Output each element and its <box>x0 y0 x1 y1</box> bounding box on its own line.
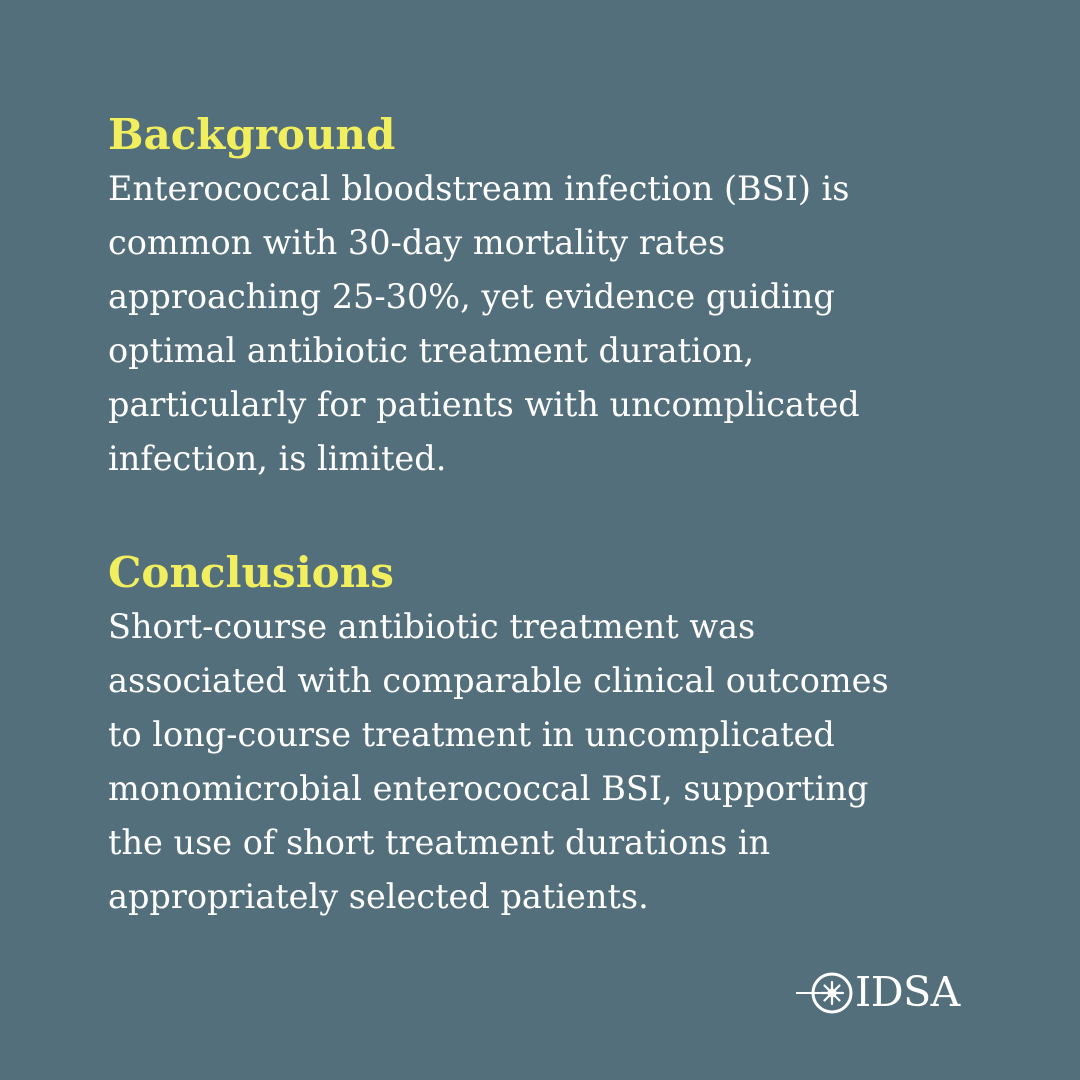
background-text-line: Enterococcal bloodstream infection (BSI) is <box>108 169 850 208</box>
conclusions-text-line: Short-course antibiotic treatment was <box>108 607 756 646</box>
background-section <box>108 108 1008 486</box>
background-text-line: optimal antibiotic treatment duration, <box>108 331 755 370</box>
background-text-line: particularly for patients with uncomplicated <box>108 385 860 424</box>
background-text-line: infection, is limited. <box>108 439 447 478</box>
conclusions-text-line: the use of short treatment durations in <box>108 823 771 862</box>
conclusions-section <box>108 546 1008 924</box>
background-text-line: common with 30-day mortality rates <box>108 223 726 262</box>
background-heading: Background <box>108 110 396 159</box>
starburst-emblem-icon <box>796 968 860 1018</box>
conclusions-text-line: to long-course treatment in uncomplicated <box>108 715 835 754</box>
background-text-line: approaching 25-30%, yet evidence guiding <box>108 277 835 316</box>
logo-text: IDSA <box>855 968 960 1016</box>
conclusions-text-line: monomicrobial enterococcal BSI, supporting <box>108 769 869 808</box>
conclusions-text-line: associated with comparable clinical outcomes <box>108 661 889 700</box>
conclusions-text-line: appropriately selected patients. <box>108 877 649 916</box>
conclusions-heading: Conclusions <box>108 548 394 597</box>
idsa-logo <box>796 968 976 1018</box>
